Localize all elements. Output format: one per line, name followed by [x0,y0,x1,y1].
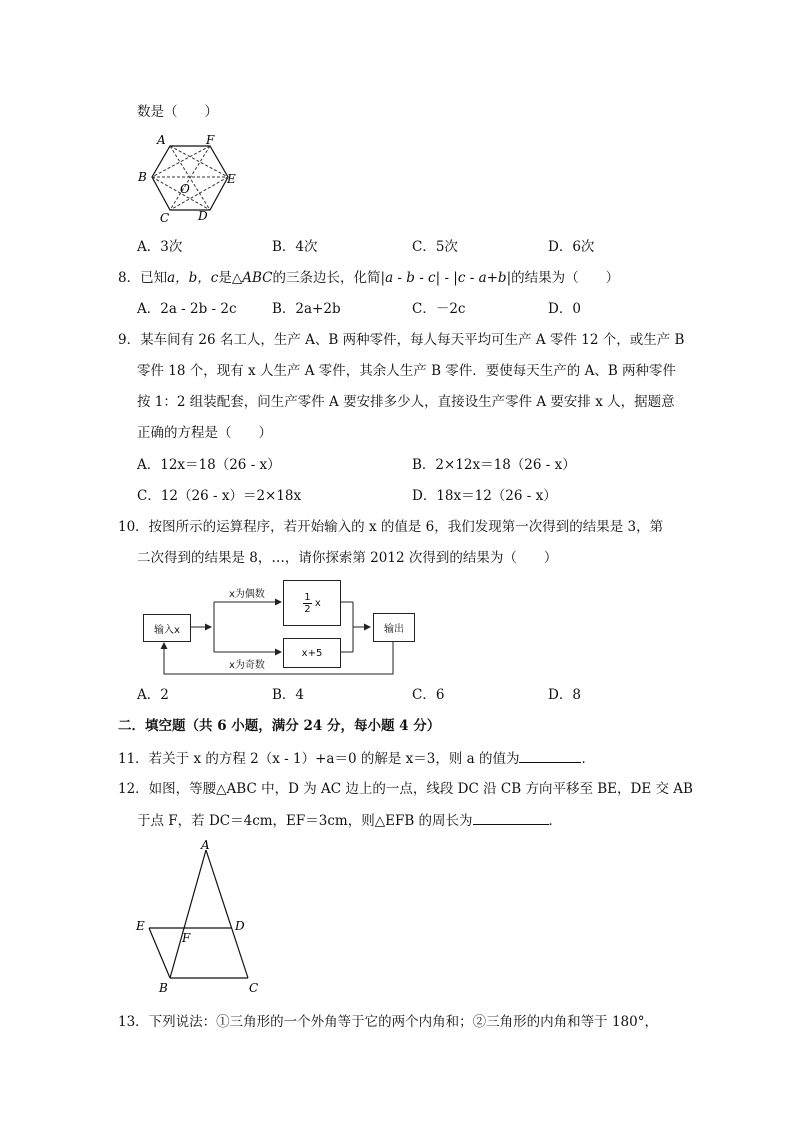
segment-ab [170,850,206,978]
q8-option-d: D．0 [548,301,581,317]
segment-ac [206,850,248,978]
q12-line-2: 于点 F，若 DC＝4cm，EF＝3cm，则△EFB 的周长为 ． [137,810,562,831]
q8-stem: 8．已知a，b，c是△ABC的三条边长，化简|a - b - c| - |c - a+b|的结果为（ ） [118,270,620,286]
flow-half-box: $\frac{1}{2}$ x [283,580,341,626]
label-b: B [138,170,147,184]
q8-option-b: B．2a+2b [272,301,341,317]
q10-line-2: 二次得到的结果是 8，…，请你探索第 2012 次得到的结果为（ ） [137,550,558,566]
q8-option-c: C．－2c [412,301,466,317]
q9-option-a: A．12x＝18（26 - x） [137,457,281,473]
flow-output-box: 输出 [373,613,415,642]
q10-option-c: C．6 [412,687,445,703]
q10-line-1: 10．按图所示的运算程序，若开始输入的 x 的值是 6，我们发现第一次得到的结果是 3，第 [118,519,664,535]
q9-line-1: 9．某车间有 26 名工人，生产 A、B 两种零件，每人每天平均可生产 A 零件 12 个，或生产 B [118,332,685,348]
q10-option-a: A．2 [137,687,169,703]
q10-option-b: B．4 [272,687,305,703]
q7-option-c: C．5次 [412,239,458,255]
label-c: C [160,211,170,225]
q9-line-4: 正确的方程是（ ） [137,425,272,441]
label-f: F [182,931,191,945]
q10-option-d: D．8 [548,687,581,703]
q7-option-b: B．4次 [272,239,318,255]
label-a: A [157,133,166,147]
q7-option-d: D．6次 [548,239,595,255]
q12-answer-blank[interactable] [473,810,549,825]
q9-line-2: 零件 18 个，现有 x 人生产 A 零件，其余人生产 B 零件．要使每天生产的 A、B 两种零件 [137,363,677,379]
half-fraction: $\frac{1}{2}$ [304,591,311,615]
flow-even-label: x为偶数 [229,589,265,600]
q12-triangle-figure [134,838,274,998]
q11-answer-blank[interactable] [519,748,581,763]
q9-line-3: 按 1：2 组装配套，问生产零件 A 要安排多少人，直接设生产零件 A 要安排 x 人，据题意 [137,394,675,410]
label-d: D [198,209,208,223]
q9-option-b: B．2×12x＝18（26 - x） [412,457,576,473]
q7-option-a: A．3次 [137,239,183,255]
label-c: C [249,981,259,995]
flow-input-box: 输入x [143,614,191,642]
label-e: E [136,919,145,933]
label-d: D [235,919,245,933]
flow-plus5-box: x+5 [283,638,341,668]
section-2-heading: 二．填空题（共 6 小题，满分 24 分，每小题 4 分） [118,718,441,734]
label-b: B [159,981,168,995]
label-f: F [206,133,215,147]
q9-option-d: D．18x＝12（26 - x） [412,488,557,504]
label-o: O [180,182,190,196]
label-e: E [227,172,236,186]
q13-line-1: 13．下列说法：①三角形的一个外角等于它的两个内角和；②三角形的内角和等于 180°， [118,1014,658,1030]
flow-odd-label: x为奇数 [229,660,265,671]
q12-line-1: 12．如图，等腰△ABC 中，D 为 AC 边上的一点，线段 DC 沿 CB 方向平移至 BE，DE 交 AB [118,781,693,797]
q7-stem-tail: 数是（ ） [137,104,218,120]
q11-stem: 11．若关于 x 的方程 2（x - 1）+a＝0 的解是 x＝3，则 a 的值为 ． [118,748,595,769]
q8-option-a: A．2a - 2b - 2c [137,301,237,317]
q7-hexagon-figure [140,132,250,227]
q10-flowchart [137,576,417,680]
label-a: A [201,838,210,852]
q9-option-c: C．12（26 - x）＝2×18x [137,488,302,504]
segment-eb [149,928,170,978]
